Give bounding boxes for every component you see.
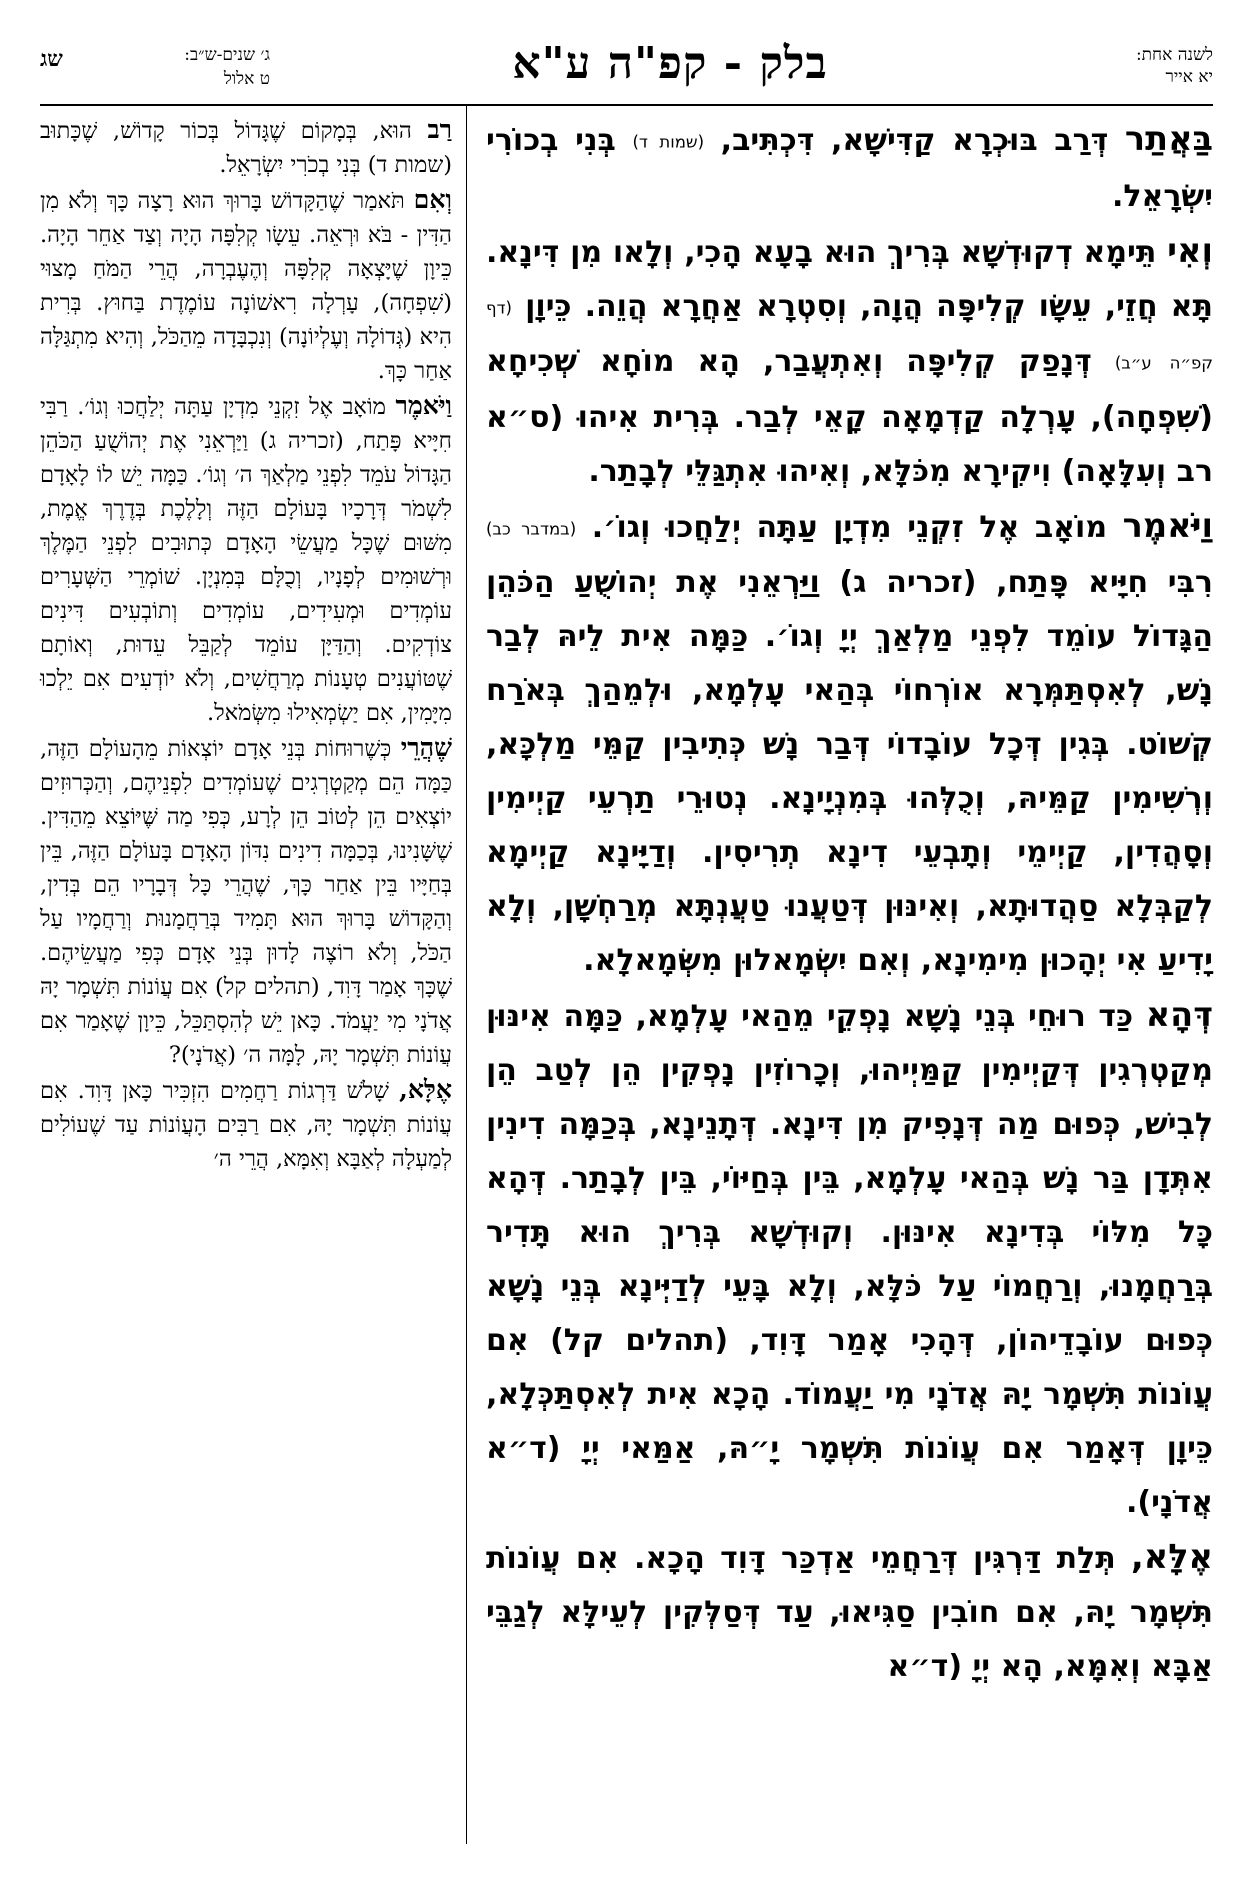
schedule-one-year-date: יא אייר — [1165, 67, 1213, 87]
main-paragraph: וְאִי תֵּימָא דְקוּדְשָׁא בְּרִיךְ הוּא בָעָא הָכִי, וְלָאו מִן דִּינָא. תָּא חֲזֵי, עֵשָׂו קְלִיפָּה הֲוָה, וְסִטְרָא אַחֲרָא הֲוֵה. כֵּיוָן (דף קפ״ה ע״ב) דְּנָפַק קְלִיפָּה וְאִתְעֲבַר, הָא מוֹחָא שְׁכִיחָא (שִׁפְחָה), עָרְלָה קַדְמָאָה קָאֵי לְבַר. בְּרִית אִיהוּ (ס״א רב וְעִלָּאָה) וִיקִירָא מִכֹּלָּא, וְאִיהוּ אִתְגַּלֵּי לְבָתַר. — [486, 230, 1213, 489]
schedule-one-year: לשנה אחת: — [1135, 45, 1213, 65]
opening-word: אֶלָּא, — [399, 1074, 452, 1104]
hebrew-translation-column — [40, 112, 452, 1176]
column-divider — [466, 104, 467, 1844]
schedule-three-years: ג׳ שנים-ש״ב: — [184, 45, 270, 65]
opening-word: וְאִם — [413, 184, 452, 214]
side-paragraph: וַיֹּאמֶר מוֹאָב אֶל זִקְנֵי מִדְיָן עַתָּה יְלַחֲכוּ וְגוֹ׳. רַבִּי חִיָּיא פָּתַח, (זכריה ג) וַיַּרְאֵנִי אֶת יְהוֹשֻׁעַ הַכֹּהֵן הַגָּדוֹל עֹמֵד לִפְנֵי מַלְאַךְ ה׳ וְגוֹ׳. כַּמָּה יֵשׁ לוֹ לָאָדָם לִשְׁמֹר דְּרָכָיו בָּעוֹלָם הַזֶּה וְלָלֶכֶת בְּדֶרֶךְ אֱמֶת, מִשּׁוּם שֶׁכָּל מַעֲשֵׂי הָאָדָם כְּתוּבִים לִפְנֵי הַמֶּלֶךְ וּרְשׁוּמִים לְפָנָיו, וְכֻלָּם בְּמִנְיָן. שׁוֹמְרֵי הַשְּׁעָרִים עוֹמְדִים וּמְעִידִים, עוֹמְדִים וְתוֹבְעִים דִּינִים צוֹדְקִים. וְהַדַּיָּן עוֹמֵד לְקַבֵּל עֵדוּת, וְאוֹתָם שֶׁטּוֹעֲנִים טְעָנוֹת מְרַחֲשִׁים, וְלֹא יוֹדְעִים אִם יֵלְכוּ מִיָּמִין, אִם יַשְׂמְאִילוּ מִשְּׂמֹאל. — [40, 390, 452, 726]
opening-word: אֶלָּא, — [1131, 1537, 1213, 1577]
opening-word: רַב — [427, 114, 452, 144]
opening-word: שֶׁהֲרֵי — [400, 732, 452, 762]
source-reference: (במדבר כב) — [486, 519, 577, 539]
main-paragraph: וַיֹּאמֶר מוֹאָב אֶל זִקְנֵי מִדְיָן עַתָּה יְלַחֲכוּ וְגוֹ׳. (במדבר כב) רִבִּי חִיָּיא פָּתַח, (זכריה ג) וַיַּרְאֵנִי אֶת יְהוֹשֻׁעַ הַכֹּהֵן הַגָּדוֹל עוֹמֵד לִפְנֵי מַלְאַךְ יְיָ וְגוֹ׳. כַּמָּה אִית לֵיהּ לְבַר נָשׁ, לְאִסְתַּמְּרָא אוֹרְחוֹי בְּהַאי עָלְמָא, וּלְמֵהַךְ בְּאֹרַח קְשׁוֹט. בְּגִין דְּכָל עוֹבָדוֹי דְּבַר נָשׁ כְּתִיבִין קַמֵּי מַלְכָּא, וְרְשִׁימִין קַמֵּיהּ, וְכֻלְּהוּ בְּמִנְיָינָא. נְטוּרֵי תַרְעֵי קַיְימִין וְסָהֲדִין, קַיְימֵי וְתָבְעֵי דִינָא תְרִיסִין. וְדַיָּינָא קַיְימָא לְקַבְּלָא סַהֲדוּתָא, וְאִינּוּן דְּטַעֲנוּ טַעֲנְתָּא מְרַחְשָׁן, וְלָא יָדִיעַ אִי יְהָכוּן מִימִינָא, וְאִם יִשְׂמָאלוּן מִשְּׂמָאלָא. — [486, 505, 1213, 979]
header-divider — [40, 104, 1213, 106]
opening-word: דְּהָא — [1145, 995, 1213, 1035]
side-paragraph: שֶׁהֲרֵי כְּשֶׁרוּחוֹת בְּנֵי אָדָם יוֹצְאוֹת מֵהָעוֹלָם הַזֶּה, כַּמָּה הֵם מְקַטְרְגִים שֶׁעוֹמְדִים לִפְנֵיהֶם, וְהַכְּרוּזִים יוֹצְאִים הֵן לְטוֹב הֵן לְרָע, כְּפִי מַה שֶּׁיּוֹצֵא מֵהַדִּין. שֶׁשָּׁנִינוּ, בְּכַמָּה דִינִים נִדּוֹן הָאָדָם בָּעוֹלָם הַזֶּה, בֵּין בְּחַיָּיו בֵּין אַחַר כָּךְ, שֶׁהֲרֵי כָּל דְּבָרָיו הֵם בְּדִין, וְהַקָּדוֹשׁ בָּרוּךְ הוּא תָּמִיד בְּרַחֲמָנוּת וְרַחֲמָיו עַל הַכֹּל, וְלֹא רוֹצֶה לָדוּן בְּנֵי אָדָם כְּפִי מַעֲשֵׂיהֶם. שֶׁכָּךְ אָמַר דָּוִד, (תהלים קל) אִם עֲוֹנוֹת תִּשְׁמָר יָהּ אֲדֹנָי מִי יַעֲמֹד. כָּאן יֵשׁ לְהִסְתַּכֵּל, כֵּיוָן שֶׁאָמַר אִם עֲוֹנוֹת תִּשְׁמָר יָהּ, לָמָּה ה׳ (אֲדֹנָי)? — [40, 732, 452, 1068]
main-paragraph: דְּהָא כַּד רוּחֵי בְּנֵי נָשָׁא נָפְקֵי מֵהַאי עָלְמָא, כַּמָּה אִינּוּן מְקַטְרְגִין דְּקַיְימִין קַמַּיְיהוּ, וְכָרוֹזִין נָפְקִין הֵן לְטַב הֵן לְבִישׁ, כְּפוּם מַה דְּנָפִיק מִן דִּינָא. דְּתָנֵינָא, בְּכַמָּה דִינִין אִתְּדָן בַּר נָשׁ בְּהַאי עָלְמָא, בֵּין בְּחַיּוֹי, בֵּין לְבָתַר. דְּהָא כָּל מִלּוֹי בְּדִינָא אִינּוּן. וְקוּדְשָׁא בְּרִיךְ הוּא תָּדִיר בְּרַחֲמָנוּ, וְרַחֲמוֹי עַל כֹּלָּא, וְלָא בָּעֵי לְדַיְּינָא בְּנֵי נָשָׁא כְּפוּם עוֹבָדֵיהוֹן, דְּהָכִי אָמַר דָּוִד, (תהלים קל) אִם עֲוֹנוֹת תִּשְׁמָר יָהּ אֲדֹנָי מִי יַעֲמוֹד. הָכָא אִית לְאִסְתַּכְּלָא, כֵּיוָן דְּאָמַר אִם עֲוֹנוֹת תִּשְׁמָר יָ״הּ, אַמַּאי יְיָ (ד״א אֲדֹנָי). — [486, 995, 1213, 1521]
source-reference: (שמות ד) — [632, 132, 705, 152]
side-paragraph: אֶלָּא, שָׁלֹשׁ דַּרְגוֹת רַחֲמִים הִזְכִּיר כָּאן דָּוִד. אִם עֲוֹנוֹת תִּשְׁמָר יָהּ, אִם רַבִּים הָעֲוֹנוֹת עַד שֶׁעוֹלִים לְמַעְלָה לְאַבָּא וְאִמָּא, הֲרֵי ה׳ — [40, 1074, 452, 1172]
opening-word: וַיֹּאמֶר — [1122, 505, 1213, 545]
source-reference: (דף קפ״ה ע״ב) — [486, 298, 1213, 373]
aramaic-main-column — [486, 112, 1213, 1694]
header-right-block — [1013, 44, 1213, 88]
opening-word: וְאִי — [1167, 230, 1213, 270]
opening-word: בַּאֲתַר — [1124, 119, 1213, 158]
opening-word: וַיֹּאמֶר — [395, 390, 452, 420]
main-paragraph: אֶלָּא, תְּלַת דַּרְגִּין דְּרַחֲמֵי אַדְכַּר דָּוִד הָכָא. אִם עֲוֹנוֹת תִּשְׁמָר יָהּ, אִם חוֹבִין סַגִּיאוּ, עַד דְּסַלְּקִין לְעֵילָּא לְגַבֵּי אַבָּא וְאִמָּא, הָא יְיָ (ד״א — [486, 1537, 1213, 1685]
page-header — [40, 38, 1213, 100]
main-paragraph: בַּאֲתַר דְּרַב בּוּכְרָא קַדִּישָׁא, דִּכְתִּיב, (שמות ד) בְּנִי בְכוֹרִי יִשְׂרָאֵל. — [486, 119, 1213, 214]
side-paragraph: וְאִם תֹּאמַר שֶׁהַקָּדוֹשׁ בָּרוּךְ הוּא רָצָה כָּךְ וְלֹא מִן הַדִּין - בֹּא וּרְאֵה. עֵשָׂו קְלִפָּה הָיָה וְצַד אַחֵר הָיָה. כֵּיוָן שֶׁיָּצְאָה קְלִפָּה וְהֶעֶבְרָה, הֲרֵי הַמֹּחַ מָצוּי (שִׁפְחָה), עָרְלָה רִאשׁוֹנָה עוֹמֶדֶת בַּחוּץ. בְּרִית הִיא (גְּדוֹלָה וְעֶלְיוֹנָה) וְנִכְבָּדָה מֵהַכֹּל, וְהִיא מִתְגַּלָּה אַחַר כָּךְ. — [40, 184, 452, 384]
page-number: שג — [40, 46, 63, 72]
side-paragraph: רַב הוּא, בְּמָקוֹם שֶׁגָּדוֹל בְּכוֹר קָדוֹשׁ, שֶׁכָּתוּב (שמות ד) בְּנִי בְכֹרִי יִשְׂרָאֵל. — [40, 114, 452, 178]
page-title: בלק - קפ"ה ע"א — [512, 38, 828, 89]
schedule-three-years-date: ט אלול — [223, 69, 270, 89]
